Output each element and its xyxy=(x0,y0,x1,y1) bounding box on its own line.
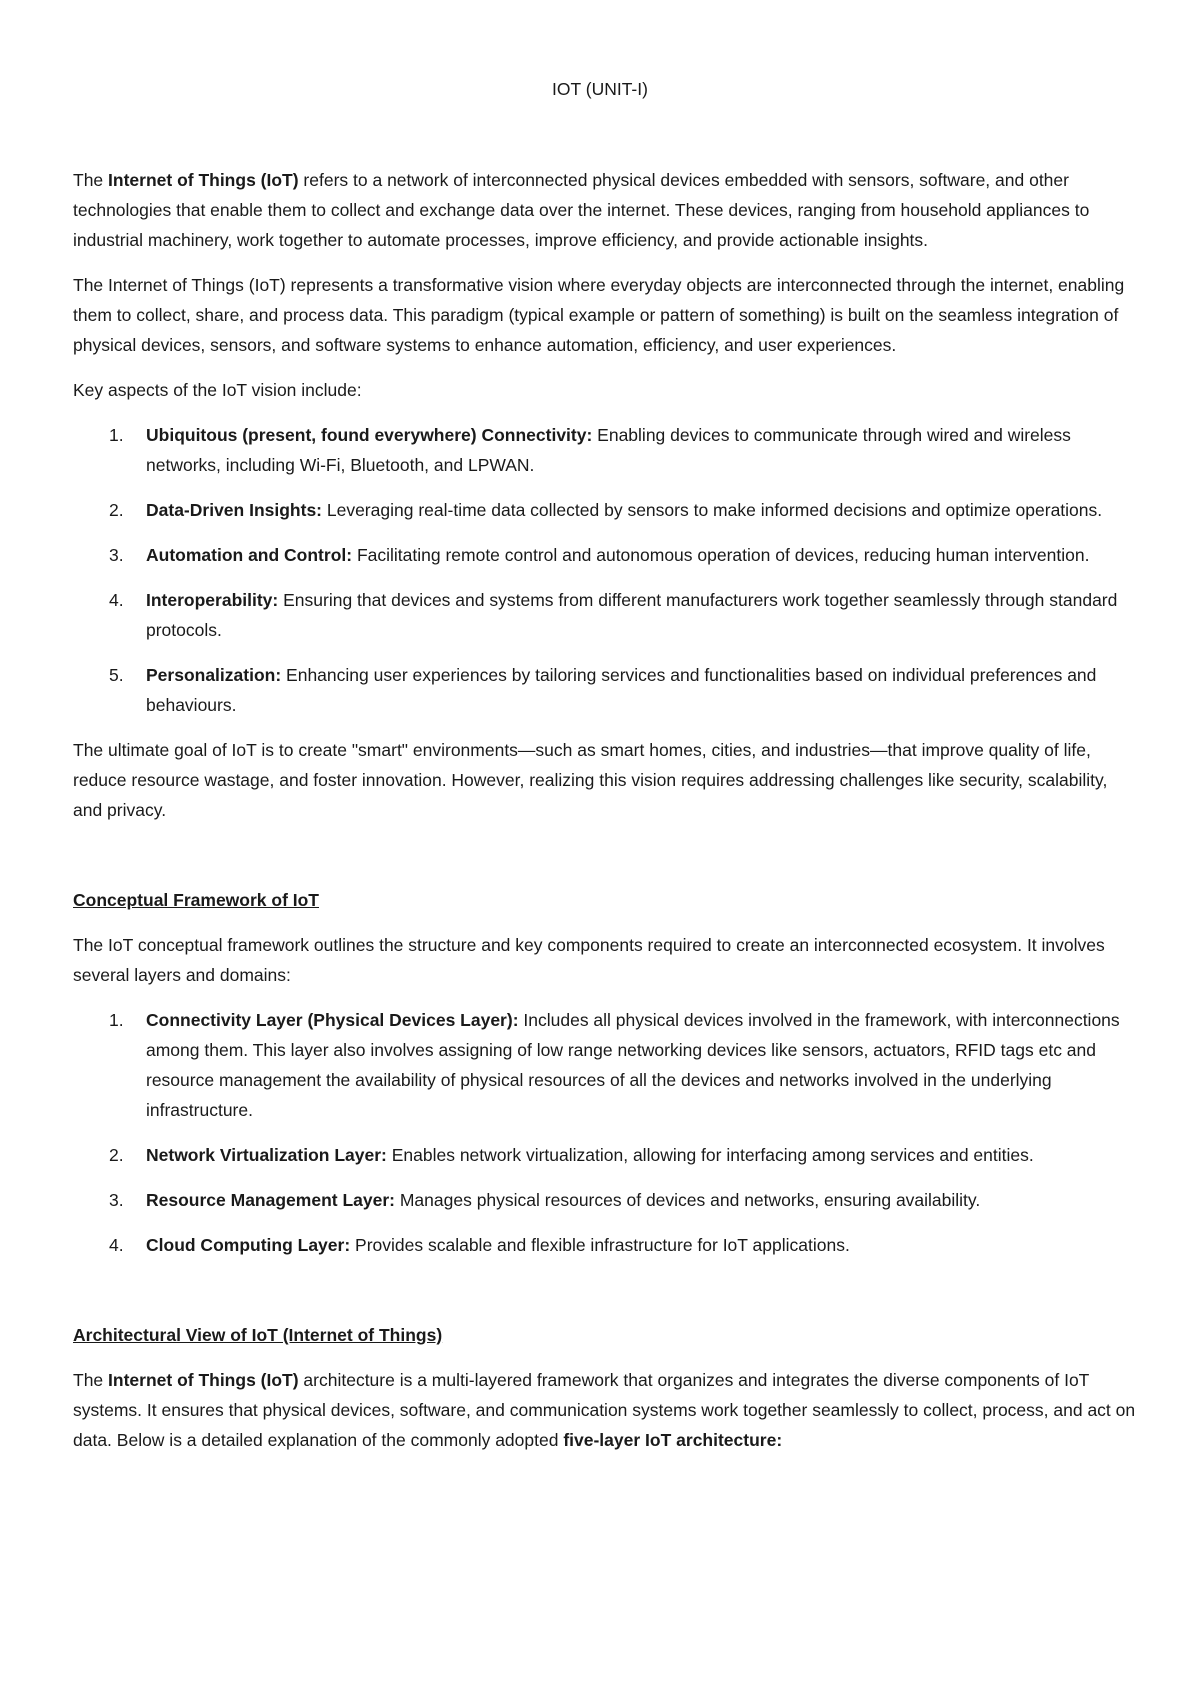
list-item: 5. Personalization: Enhancing user experiences by tailoring services and functionalities based on individual preferences and behaviours. xyxy=(73,660,1139,720)
list-item: 3. Automation and Control: Facilitating remote control and autonomous operation of devices, reducing human intervention. xyxy=(73,540,1139,570)
list-item: 3. Resource Management Layer: Manages physical resources of devices and networks, ensuring availability. xyxy=(73,1185,1139,1215)
document-body xyxy=(73,165,1139,1470)
list-item: 1. Ubiquitous (present, found everywhere) Connectivity: Enabling devices to communicate through wired and wireless networks, including Wi-Fi, Bluetooth, and LPWAN. xyxy=(73,420,1139,480)
section-heading-framework: Conceptual Framework of IoT xyxy=(73,890,319,910)
framework-list xyxy=(73,1005,1139,1260)
spacer xyxy=(73,840,1139,885)
intro-paragraph-1: The Internet of Things (IoT) refers to a network of interconnected physical devices embedded with sensors, software, and other technologies that enable them to collect and exchange data over the internet. These devices, ranging from household appliances to industrial machinery, work together to automate processes, improve efficiency, and provide actionable insights. xyxy=(73,170,1090,250)
list-number: 2. xyxy=(109,500,124,520)
document-title: IOT (UNIT-I) xyxy=(552,79,648,99)
list-item: 1. Connectivity Layer (Physical Devices Layer): Includes all physical devices involved in the framework, with interconnections among them. This layer also involves assigning of low range networking devices like sensors, actuators, RFID tags etc and resource management the availability of physical resources of all the devices and networks involved in the underlying infrastructure. xyxy=(73,1005,1139,1125)
list-number: 3. xyxy=(109,545,124,565)
intro-paragraph-2: The Internet of Things (IoT) represents a transformative vision where everyday objects are interconnected through the internet, enabling them to collect, share, and process data. This paradigm (typical example or pattern of something) is built on the seamless integration of physical devices, sensors, and software systems to enhance automation, efficiency, and user experiences. xyxy=(73,275,1125,355)
framework-intro: The IoT conceptual framework outlines the structure and key components required to create an interconnected ecosystem. It involves several layers and domains: xyxy=(73,935,1105,985)
list-number: 5. xyxy=(109,665,124,685)
iot-term: Internet of Things (IoT) xyxy=(108,170,299,190)
list-item: 2. Data-Driven Insights: Leveraging real-time data collected by sensors to make informed decisions and optimize operations. xyxy=(73,495,1139,525)
vision-list xyxy=(73,420,1139,720)
section-heading-architecture: Architectural View of IoT (Internet of Things) xyxy=(73,1325,443,1345)
list-item: 4. Cloud Computing Layer: Provides scalable and flexible infrastructure for IoT applications. xyxy=(73,1230,1139,1260)
goal-paragraph: The ultimate goal of IoT is to create "smart" environments—such as smart homes, cities, and industries—that improve quality of life, reduce resource wastage, and foster innovation. However, realizing this vision requires addressing challenges like security, scalability, and privacy. xyxy=(73,740,1108,820)
list-number: 1. xyxy=(109,1010,124,1030)
list-item: 2. Network Virtualization Layer: Enables network virtualization, allowing for interfacing among services and entities. xyxy=(73,1140,1139,1170)
list-number: 4. xyxy=(109,590,124,610)
list-number: 4. xyxy=(109,1235,124,1255)
list-item: 4. Interoperability: Ensuring that devices and systems from different manufacturers work together seamlessly through standard protocols. xyxy=(73,585,1139,645)
intro-paragraph-3: Key aspects of the IoT vision include: xyxy=(73,380,362,400)
architecture-paragraph: The Internet of Things (IoT) architecture is a multi-layered framework that organizes and integrates the diverse components of IoT systems. It ensures that physical devices, software, and communication systems work together seamlessly to collect, process, and act on data. Below is a detailed explanation of the commonly adopted five-layer IoT architecture: xyxy=(73,1370,1136,1450)
spacer xyxy=(73,1275,1139,1320)
list-number: 3. xyxy=(109,1190,124,1210)
list-number: 2. xyxy=(109,1145,124,1165)
list-number: 1. xyxy=(109,425,124,445)
